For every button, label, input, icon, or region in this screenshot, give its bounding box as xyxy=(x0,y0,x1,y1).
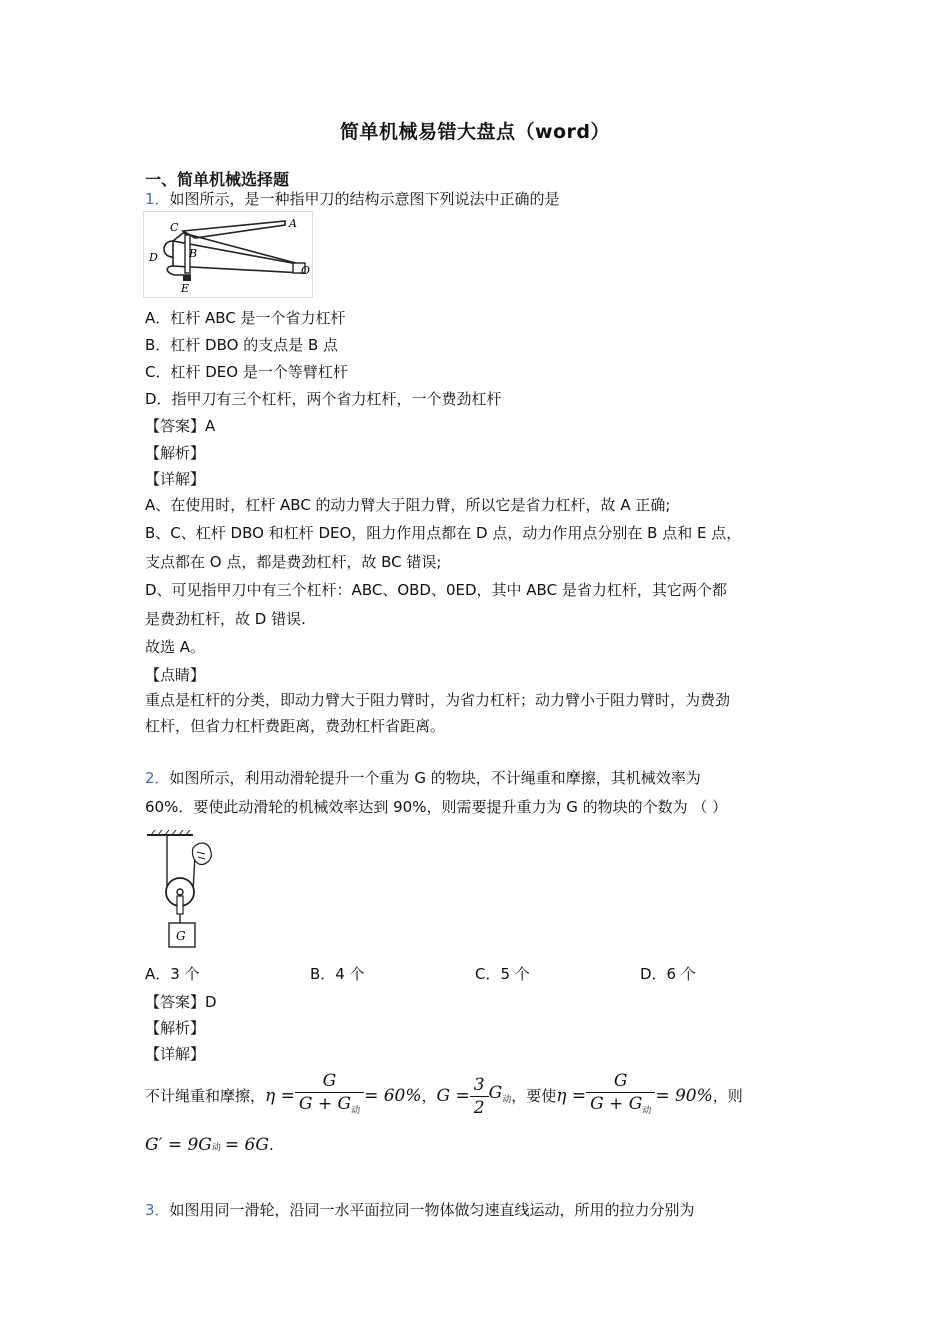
subscript: 动 xyxy=(211,1143,221,1153)
fraction-numerator: 3 xyxy=(470,1075,489,1097)
solution-result-line xyxy=(145,1135,274,1158)
subscript: 动 xyxy=(642,1106,652,1116)
figure-label-d: D xyxy=(149,251,158,264)
option-c: C．杠杆 DEO 是一个等臂杠杆 xyxy=(145,363,348,381)
fraction-denominator xyxy=(586,1093,655,1121)
analysis-label: 【解析】 xyxy=(145,444,206,462)
explanation-line: B、C、杠杆 DBO 和杠杆 DEO，阻力作用点都在 D 点，动力作用点分别在 B 点和 E 点， xyxy=(145,524,742,542)
question-text: 如图所示，是一种指甲刀的结构示意图下列说法中正确的是 xyxy=(169,190,560,208)
explanation-line: A、在使用时，杠杆 ABC 的动力臂大于阻力臂，所以它是省力杠杆，故 A 正确; xyxy=(145,496,671,514)
efficiency-fraction xyxy=(295,1071,364,1121)
denominator-text: G + G xyxy=(590,1094,643,1114)
solution-text: ，要使 xyxy=(511,1087,557,1105)
fraction-denominator xyxy=(295,1093,364,1121)
subscript: 动 xyxy=(351,1106,361,1116)
g-moving xyxy=(489,1083,512,1110)
answer: 【答案】A xyxy=(145,417,216,435)
question-1-stem xyxy=(145,189,560,209)
efficiency-fraction xyxy=(586,1071,655,1121)
question-text: 如图所示，利用动滑轮提升一个重为 G 的物块，不计绳重和摩擦，其机械效率为 xyxy=(169,769,701,787)
explanation-line: 故选 A。 xyxy=(145,638,206,656)
nail-clipper-figure xyxy=(143,211,313,298)
question-number: 1． xyxy=(145,190,170,208)
option-b: B．杠杆 DBO 的支点是 B 点 xyxy=(145,336,339,354)
solution-formula-line xyxy=(145,1070,743,1122)
formula-value: = 60% xyxy=(364,1086,422,1106)
question-3-stem xyxy=(145,1200,695,1220)
figure-label-b: B xyxy=(189,247,198,260)
solution-text: ，则 xyxy=(712,1087,743,1105)
comment-label: 【点睛】 xyxy=(145,666,206,684)
figure-label-e: E xyxy=(181,282,190,295)
option-c: C．5 个 xyxy=(475,965,530,983)
separator: ， xyxy=(421,1087,437,1105)
fraction-numerator: G xyxy=(295,1071,364,1093)
solution-text: 不计绳重和摩擦， xyxy=(145,1087,266,1105)
question-text: 如图用同一滑轮，沿同一水平面拉同一物体做匀速直线运动，所用的拉力分别为 xyxy=(169,1201,695,1219)
detail-label: 【详解】 xyxy=(145,1045,206,1063)
option-a: A．杠杆 ABC 是一个省力杠杆 xyxy=(145,309,346,327)
explanation-line: D、可见指甲刀中有三个杠杆：ABC、OBD、0ED，其中 ABC 是省力杠杆，其它两个都 xyxy=(145,581,727,599)
period: . xyxy=(268,1136,274,1154)
answer: 【答案】D xyxy=(145,993,217,1011)
option-a: A．3 个 xyxy=(145,965,200,983)
comment-line: 重点是杠杆的分类，即动力臂大于阻力臂时，为省力杠杆；动力臂小于阻力臂时，为费劲 xyxy=(145,691,731,709)
section-heading: 一、简单机械选择题 xyxy=(145,170,290,189)
option-d: D．6 个 xyxy=(640,965,696,983)
three-halves-fraction xyxy=(470,1075,489,1118)
question-number: 2． xyxy=(145,769,170,787)
option-d: D．指甲刀有三个杠杆，两个省力杠杆，一个费劲杠杆 xyxy=(145,390,502,408)
question-number: 3． xyxy=(145,1201,170,1219)
explanation-line: 是费劲杠杆，故 D 错误. xyxy=(145,610,306,628)
subscript: 动 xyxy=(502,1094,512,1105)
fraction-denominator: 2 xyxy=(473,1097,485,1118)
pulley-figure xyxy=(145,830,220,950)
comment-line: 杠杆，但省力杠杆费距离，费劲杠杆省距离。 xyxy=(145,717,446,735)
question-2-stem-continued: 60%．要使此动滑轮的机械效率达到 90%，则需要提升重力为 G 的物块的个数为 （ ） xyxy=(145,798,728,816)
g-symbol: G xyxy=(488,1082,503,1103)
formula-g: G = xyxy=(436,1086,470,1106)
figure-label-a: A xyxy=(289,217,297,230)
formula-value: = 90% xyxy=(655,1086,713,1106)
denominator-text: G + G xyxy=(298,1094,352,1114)
formula-eta: η = xyxy=(556,1086,587,1106)
explanation-line: 支点都在 O 点，都是费劲杠杆，故 BC 错误; xyxy=(145,553,442,571)
figure-label-c: C xyxy=(170,221,179,234)
option-b: B．4 个 xyxy=(310,965,365,983)
formula-eta: η = xyxy=(265,1086,295,1106)
figure-label-o: O xyxy=(301,264,311,277)
question-2-stem xyxy=(145,768,701,788)
analysis-label: 【解析】 xyxy=(145,1019,206,1037)
detail-label: 【详解】 xyxy=(145,470,206,488)
figure-label-g: G xyxy=(176,929,186,943)
result-formula: G′ = 9G xyxy=(145,1135,212,1155)
result-value: = 6G xyxy=(224,1135,269,1155)
fraction-numerator: G xyxy=(586,1071,655,1093)
page-title: 简单机械易错大盘点（word） xyxy=(339,121,611,143)
